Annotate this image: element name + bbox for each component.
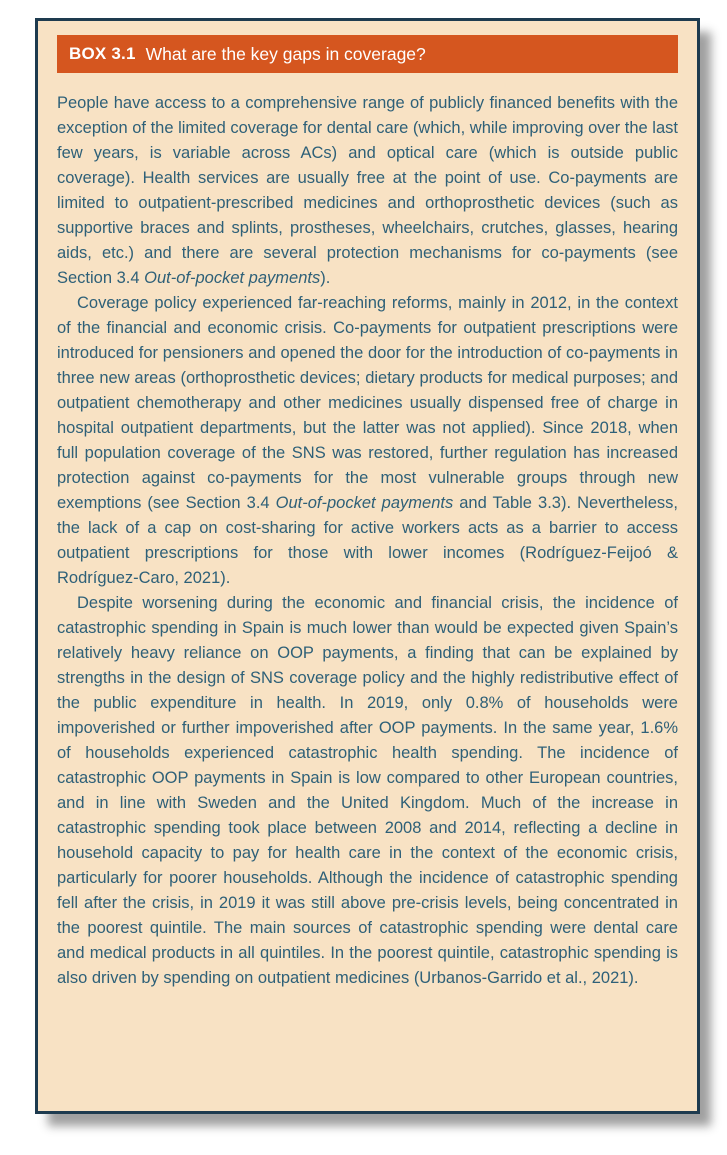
box-header [57, 35, 678, 73]
paragraph [57, 591, 678, 991]
box-label: BOX 3.1 [69, 44, 136, 63]
paragraph [57, 291, 678, 591]
text-run: Coverage policy experienced far-reaching reforms, mainly in 2012, in the context of the financial and economic crisis. Co-payments for outpatient prescriptions were introduced for pensioners and opened the door for the introduction of co-payments in three new areas (orthoprosthetic devices; dietary products for medical purposes; and outpatient chemotherapy and other medicines usually dispensed free of charge in hospital outpatient departments, but the latter was not applied). Since 2018, when full population coverage of the SNS was restored, further regulation has increased protection against co-payments for the most vulnerable groups through new exemptions (see Section 3.4 [57, 294, 678, 512]
italic-text-run: Out-of-pocket payments [275, 494, 454, 512]
box-title: What are the key gaps in coverage? [145, 43, 426, 64]
box-3-1 [35, 18, 700, 1114]
paragraph [57, 91, 678, 291]
box-body [57, 91, 678, 991]
text-run: ). [320, 269, 331, 287]
text-run: Despite worsening during the economic and financial crisis, the incidence of catastrophic spending in Spain is much lower than would be expected given Spain’s relatively heavy reliance on OOP payments, a finding that can be explained by strengths in the design of SNS coverage policy and the highly redistributive effect of the public expenditure in health. In 2019, only 0.8% of households were impoverished or further impoverished after OOP payments. In the same year, 1.6% of households experienced catastrophic health spending. The incidence of catastrophic OOP payments in Spain is low compared to other European countries, and in line with Sweden and the United Kingdom. Much of the increase in catastrophic spending took place between 2008 and 2014, reflecting a decline in household capacity to pay for health care in the context of the economic crisis, particularly for poorer households. Although the incidence of catastrophic spending fell after the crisis, in 2019 it was still above pre-crisis levels, being concentrated in the poorest quintile. The main sources of catastrophic spending were dental care and medical products in all quintiles. In the poorest quintile, catastrophic spending is also driven by spending on outpatient medicines (Urbanos-Garrido et al., 2021). [57, 594, 678, 987]
italic-text-run: Out-of-pocket payments [144, 269, 321, 287]
text-run: and Table 3.3). Nevertheless, the lack of a cap on cost-sharing for active workers acts as a barrier to access outpatient prescriptions for those with lower incomes (Rodríguez-Feijoó & Rodríguez-Caro, 2021). [57, 494, 678, 587]
text-run: People have access to a comprehensive range of publicly financed benefits with the exception of the limited coverage for dental care (which, while improving over the last few years, is variable across ACs) and optical care (which is outside public coverage). Health services are usually free at the point of use. Co-payments are limited to outpatient-prescribed medicines and orthoprosthetic devices (such as supportive braces and splints, prostheses, wheelchairs, crutches, glasses, hearing aids, etc.) and there are several protection mechanisms for co-payments (see Section 3.4 [57, 94, 678, 287]
